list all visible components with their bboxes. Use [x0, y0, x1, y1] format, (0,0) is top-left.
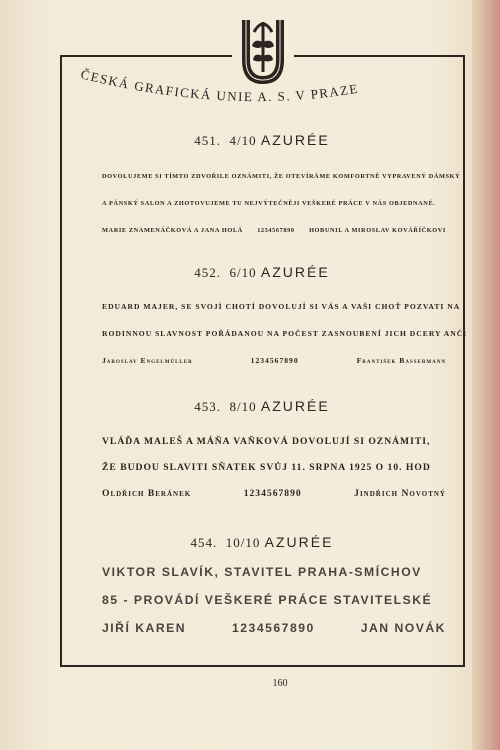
- specimen-line: JIŘÍ KAREN 1234567890 JAN NOVÁK: [102, 621, 446, 635]
- arc-text: ČESKÁ GRAFICKÁ UNIE A. S. V PRAZE: [79, 66, 360, 105]
- page-edge: [472, 0, 500, 750]
- specimen-heading: 453. 8/10 AZURÉE: [194, 398, 330, 414]
- specimen-line: DOVOLUJEME SI TÍMTO ZDVOŘILE OZNÁMITI, ŽE OTEVÍRÁME KOMFORTNĚ VYPRAVENÝ DÁMSKÝ: [102, 173, 461, 180]
- specimen-line: VIKTOR SLAVÍK, STAVITEL PRAHA-SMÍCHOV: [102, 565, 422, 579]
- specimen-line: MARIE ZNAMENÁČKOVÁ A JANA HOLÁ 1234567890 HOBUNIL A MIROSLAV KOVÁŘÍČKOVI: [102, 227, 446, 234]
- specimen-line: VLÁĎA MALEŠ A MÁŇA VAŇKOVÁ DOVOLUJÍ SI OZNÁMITI,: [102, 436, 431, 447]
- specimen-line: Jaroslav Engelmüller 1234567890 František Bassermann: [102, 356, 446, 365]
- company-arc-title: [70, 66, 430, 126]
- specimen-line: ŽE BUDOU SLAVITI SŇATEK SVŮJ 11. SRPNA 1925 O 10. HOD: [102, 462, 431, 473]
- specimen-heading: 452. 6/10 AZURÉE: [194, 264, 330, 280]
- specimen-heading: 451. 4/10 AZURÉE: [194, 132, 330, 148]
- svg-text:ČESKÁ GRAFICKÁ UNIE A. S. V PR: [79, 66, 360, 104]
- specimen-heading: 454. 10/10 AZURÉE: [190, 534, 334, 550]
- page-number: 160: [272, 678, 288, 689]
- specimen-line: Oldřich Beránek 1234567890 Jindřich Novotný: [102, 488, 446, 499]
- specimen-line: EDUARD MAJER, SE SVOJÍ CHOTÍ DOVOLUJÍ SI VÁS A VAŠI CHOŤ POZVATI NA: [102, 302, 461, 311]
- specimen-line: 85 - PROVÁDÍ VEŠKERÉ PRÁCE STAVITELSKÉ: [102, 593, 433, 607]
- specimen-line: RODINNOU SLAVNOST POŘÁDANOU NA POČEST ZASNOUBENÍ JICH DCERY ANČI: [102, 329, 468, 338]
- specimen-line: A PÁNSKÝ SALON A ZHOTOVUJEME TU NEJVÝTEČNĚJI VEŠKERÉ PRÁCE V NÁS OBJEDNANÉ.: [102, 200, 436, 207]
